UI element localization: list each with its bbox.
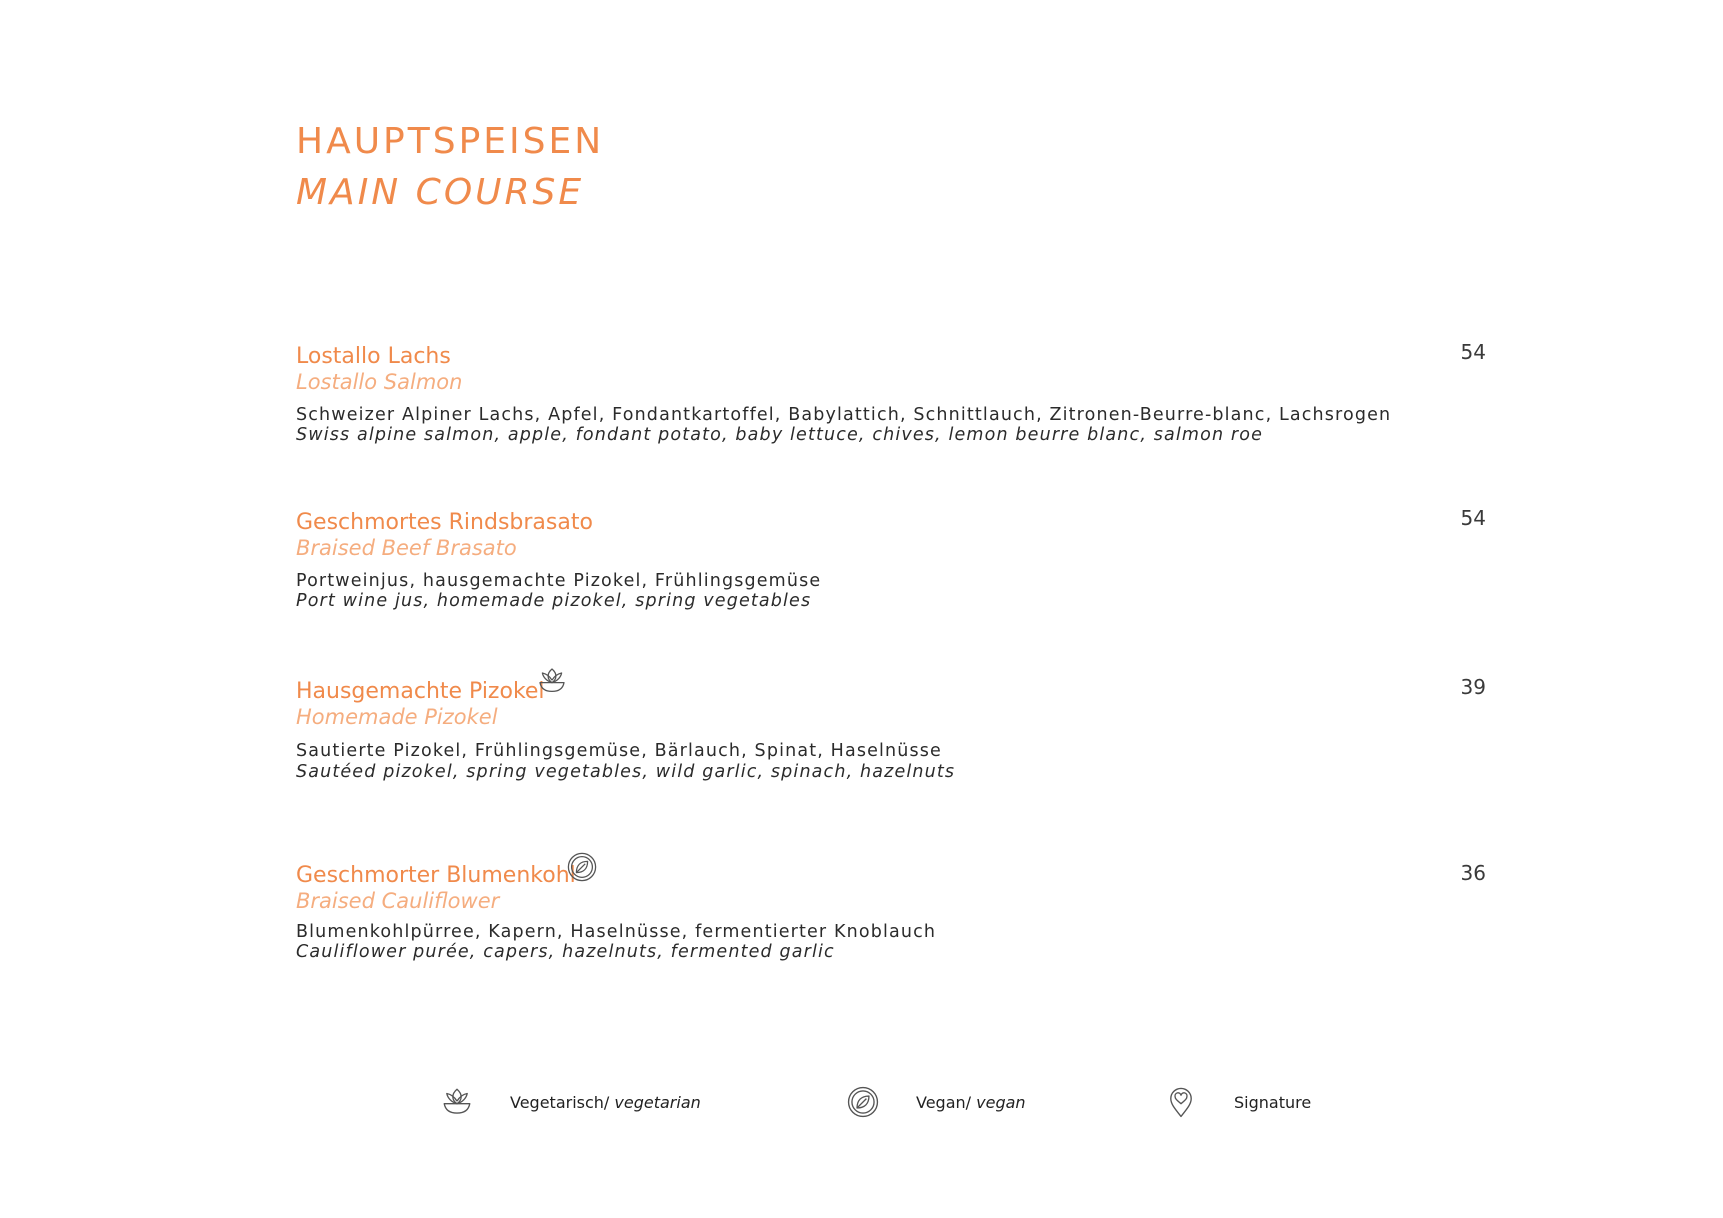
section-subtitle: MAIN COURSE — [296, 172, 585, 213]
vegan-icon — [566, 851, 598, 883]
dish-item — [296, 508, 1486, 678]
legend-vegetarian-en: vegetarian — [614, 1092, 701, 1112]
legend-signature — [1164, 1082, 1311, 1122]
dish-name: Geschmorter Blumenkohl — [296, 863, 576, 888]
legend-signature-label: Signature — [1234, 1092, 1312, 1112]
dish-description: Blumenkohlpürree, Kapern, Haselnüsse, fermentierter Knoblauch — [296, 922, 937, 942]
dish-item — [296, 342, 1486, 512]
signature-heart-pin-icon — [1164, 1085, 1198, 1119]
dish-description: Portweinjus, hausgemachte Pizokel, Frühlingsgemüse — [296, 571, 822, 591]
dish-price: 54 — [1460, 506, 1486, 530]
dish-name: Lostallo Lachs — [296, 344, 451, 369]
legend-label — [510, 1093, 701, 1112]
legend-vegetarian — [440, 1082, 701, 1122]
vegan-icon — [846, 1085, 880, 1119]
legend-vegan-de: Vegan/ — [916, 1092, 977, 1112]
dish-name-english: Homemade Pizokel — [296, 705, 498, 729]
dish-description-english: Sautéed pizokel, spring vegetables, wild garlic, spinach, hazelnuts — [296, 762, 956, 782]
legend-vegan — [846, 1082, 1026, 1122]
legend-vegan-en: vegan — [976, 1092, 1026, 1112]
legend-vegetarian-de: Vegetarisch/ — [510, 1092, 615, 1112]
dish-description: Sautierte Pizokel, Frühlingsgemüse, Bärlauch, Spinat, Haselnüsse — [296, 741, 942, 761]
dish-name: Hausgemachte Pizokel — [296, 679, 545, 704]
dish-name-english: Braised Beef Brasato — [296, 536, 517, 560]
section-title: HAUPTSPEISEN — [296, 121, 605, 162]
dish-item — [296, 861, 1486, 1031]
dish-description-english: Cauliflower purée, capers, hazelnuts, fermented garlic — [296, 942, 835, 962]
dish-name-english: Lostallo Salmon — [296, 370, 463, 394]
dish-description: Schweizer Alpiner Lachs, Apfel, Fondantkartoffel, Babylattich, Schnittlauch, Zitronen-Beurre-blanc, Lachsrogen — [296, 405, 1392, 425]
dish-item — [296, 677, 1486, 847]
vegetarian-icon — [536, 665, 568, 697]
legend-label — [916, 1093, 1026, 1112]
dish-description-english: Swiss alpine salmon, apple, fondant potato, baby lettuce, chives, lemon beurre blanc, salmon roe — [296, 425, 1264, 445]
dish-name-english: Braised Cauliflower — [296, 889, 500, 913]
dish-description-english: Port wine jus, homemade pizokel, spring vegetables — [296, 591, 812, 611]
dish-price: 54 — [1460, 340, 1486, 364]
vegetarian-icon — [440, 1085, 474, 1119]
dish-price: 36 — [1460, 861, 1486, 885]
dish-name: Geschmortes Rindsbrasato — [296, 510, 593, 535]
dish-price: 39 — [1460, 675, 1486, 699]
